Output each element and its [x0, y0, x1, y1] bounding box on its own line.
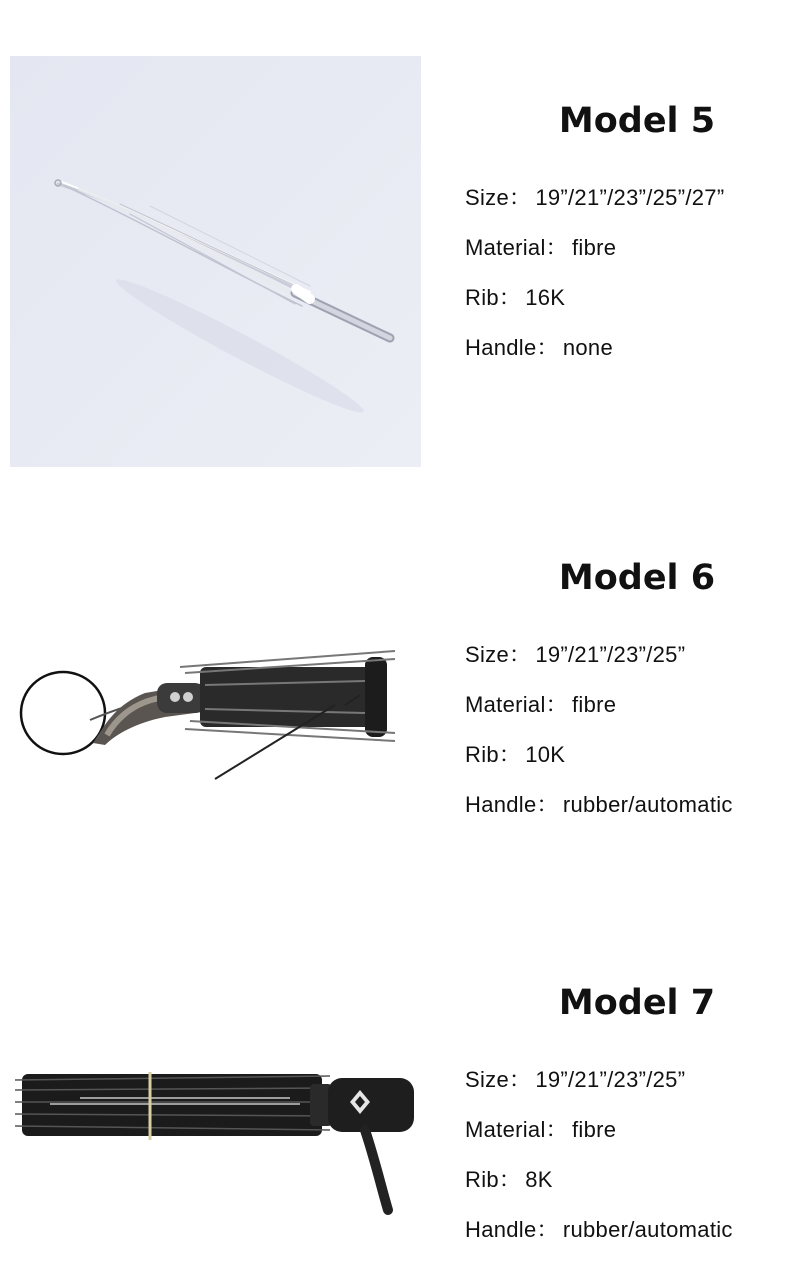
spec-label: Size ： — [465, 185, 531, 210]
spec-value: none — [562, 335, 613, 360]
spec-value: 16K — [525, 285, 566, 310]
model-5-specs — [465, 95, 800, 365]
clear-umbrella-image — [10, 56, 421, 467]
spec-rib — [465, 738, 565, 769]
spec-material — [465, 688, 616, 719]
model-5-photo — [10, 56, 421, 467]
spec-size — [465, 638, 685, 669]
spec-value: rubber/automatic — [562, 1217, 733, 1242]
model-6-specs — [465, 552, 800, 822]
model-title: Model 5 — [558, 101, 716, 141]
spec-value: 19”/21”/23”/25”/27” — [535, 185, 725, 210]
spec-material — [465, 1113, 616, 1144]
spec-value: rubber/automatic — [562, 792, 733, 817]
spec-label: Handle ： — [465, 335, 559, 360]
spec-handle — [465, 788, 733, 819]
model-7-photo — [10, 1060, 420, 1220]
model-6-photo — [15, 625, 425, 795]
spec-material — [465, 231, 616, 262]
spec-value: 8K — [525, 1167, 553, 1192]
spec-size — [465, 181, 724, 212]
model-7-specs — [465, 977, 800, 1247]
spec-label: Rib ： — [465, 285, 521, 310]
spec-value: fibre — [571, 692, 617, 717]
spec-label: Handle ： — [465, 792, 559, 817]
spec-label: Material ： — [465, 1117, 568, 1142]
spec-label: Size ： — [465, 642, 531, 667]
model-title: Model 7 — [558, 983, 716, 1023]
spec-label: Rib ： — [465, 742, 521, 767]
black-folding-umbrella-image — [10, 1060, 420, 1220]
spec-label: Handle ： — [465, 1217, 559, 1242]
spec-value: 10K — [525, 742, 566, 767]
spec-value: fibre — [571, 1117, 617, 1142]
spec-rib — [465, 281, 565, 312]
spec-rib — [465, 1163, 553, 1194]
spec-size — [465, 1063, 685, 1094]
spec-handle — [465, 1213, 733, 1244]
spec-value: fibre — [571, 235, 617, 260]
spec-value: 19”/21”/23”/25” — [535, 642, 686, 667]
spec-label: Size ： — [465, 1067, 531, 1092]
spec-label: Material ： — [465, 692, 568, 717]
spec-value: 19”/21”/23”/25” — [535, 1067, 686, 1092]
spec-label: Rib ： — [465, 1167, 521, 1192]
spec-label: Material ： — [465, 235, 568, 260]
spec-handle — [465, 331, 613, 362]
model-title: Model 6 — [558, 558, 716, 598]
folding-umbrella-frame-image — [15, 625, 425, 795]
